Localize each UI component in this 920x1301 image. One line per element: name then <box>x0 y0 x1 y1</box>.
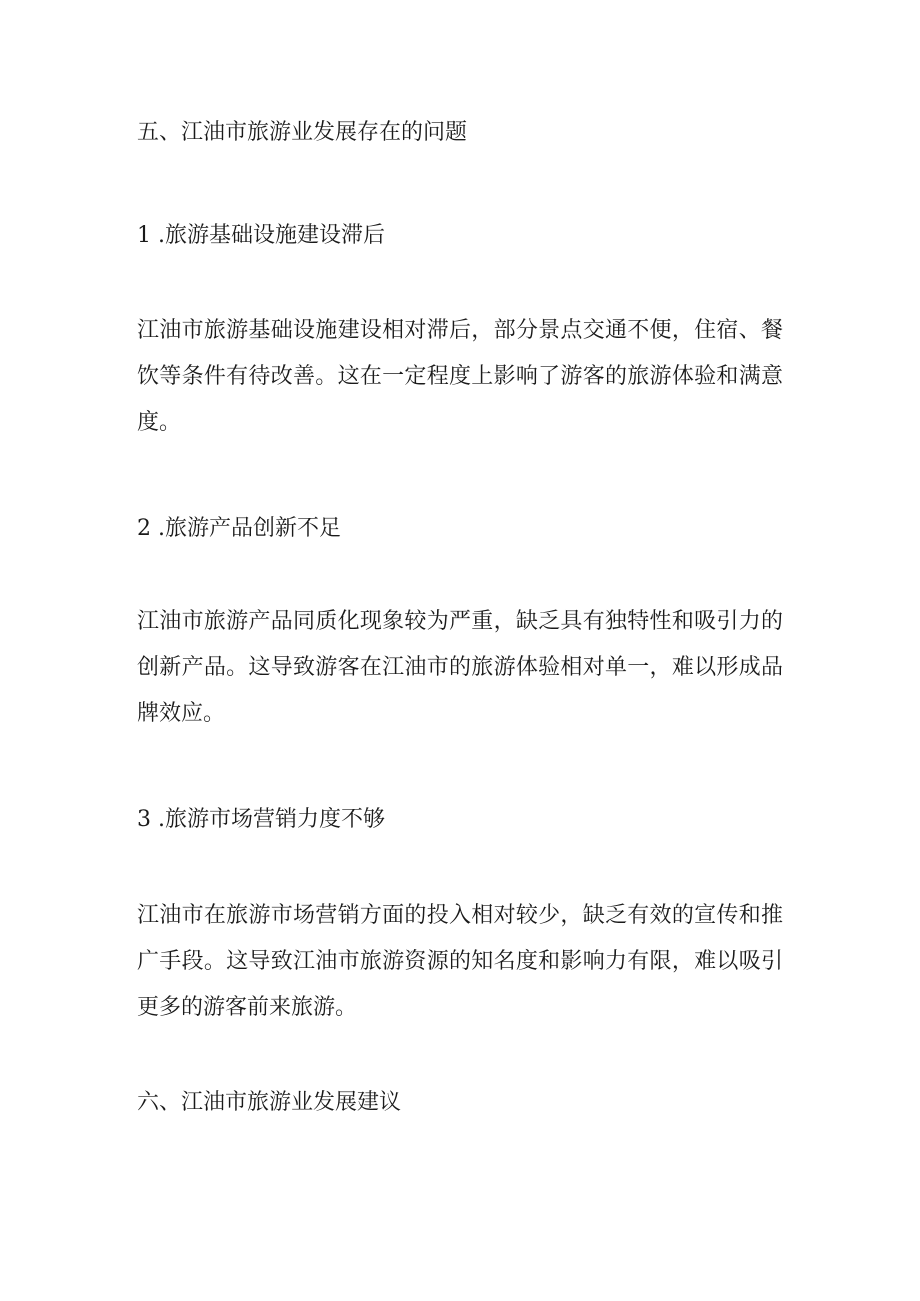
paragraph-product-innovation: 江油市旅游产品同质化现象较为严重，缺乏具有独特性和吸引力的创新产品。这导致游客在江油市的旅游体验相对单一，难以形成品牌效应。 <box>137 609 783 726</box>
item-heading-infrastructure: 1 .旅游基础设施建设滞后 <box>137 223 385 248</box>
item-heading-product-innovation: 2 .旅游产品创新不足 <box>137 516 341 541</box>
section-heading-suggestions: 六、江油市旅游业发展建议 <box>137 1090 402 1115</box>
paragraph-marketing: 江油市在旅游市场营销方面的投入相对较少，缺乏有效的宣传和推广手段。这导致江油市旅游资源的知名度和影响力有限，难以吸引更多的游客前来旅游。 <box>137 903 783 1020</box>
item-heading-marketing: 3 .旅游市场营销力度不够 <box>137 807 385 832</box>
section-heading-problems: 五、江油市旅游业发展存在的问题 <box>137 120 468 145</box>
paragraph-infrastructure: 江油市旅游基础设施建设相对滞后，部分景点交通不便，住宿、餐饮等条件有待改善。这在一定程度上影响了游客的旅游体验和满意度。 <box>137 318 783 435</box>
